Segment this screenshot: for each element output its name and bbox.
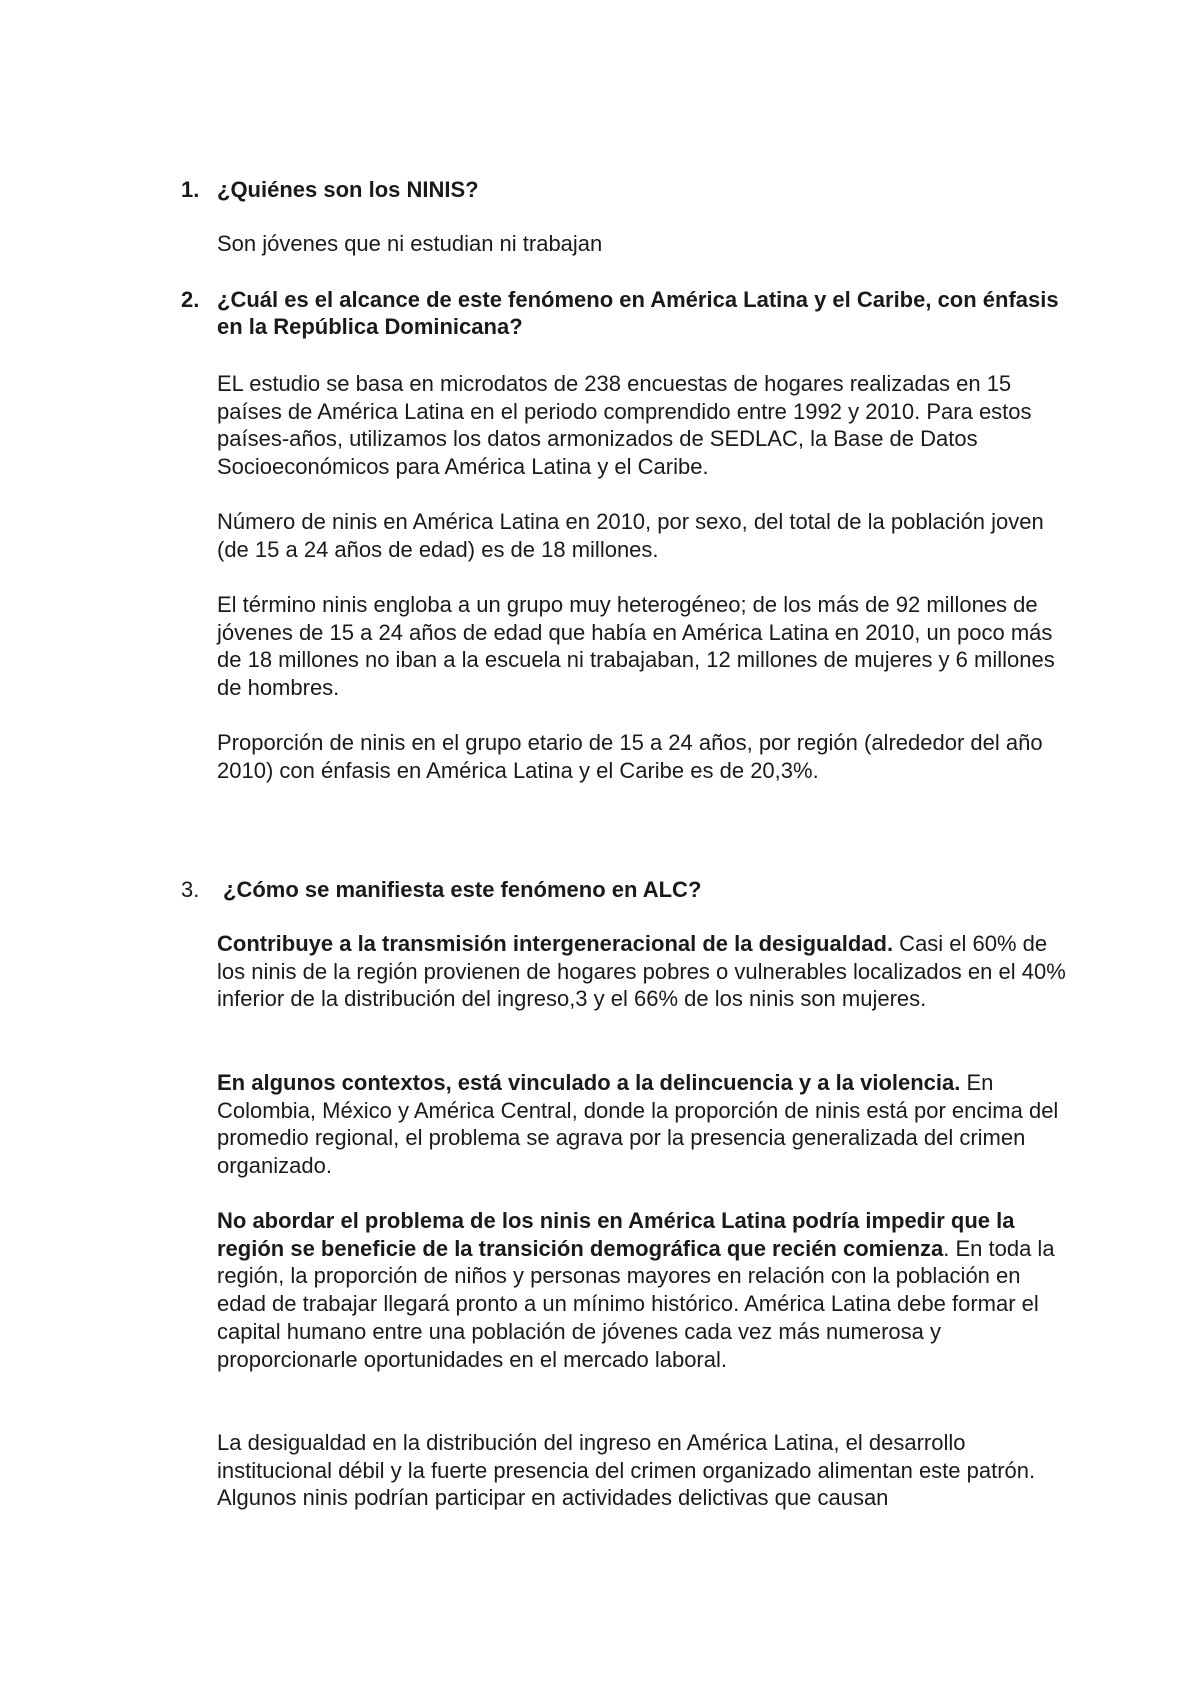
question-text: ¿Quiénes son los NINIS? (217, 177, 479, 202)
answer-paragraph (217, 508, 1069, 563)
answer-paragraph (217, 591, 1069, 702)
answer-paragraph (217, 1207, 1069, 1373)
answer-paragraph (217, 1069, 1069, 1180)
paragraph-text: El término ninis engloba a un grupo muy heterogéneo; de los más de 92 millones de jóvenes de 15 a 24 años de edad que había en América Latina en 2010, un poco más de 18 millones no iban a la escuela ni trabajaban, 12 millones de mujeres y 6 millones de hombres. (217, 592, 1055, 701)
answer-paragraph (217, 230, 1069, 258)
question-text: ¿Cuál es el alcance de este fenómeno en América Latina y el Caribe, con énfasis en la República Dominicana? (217, 287, 1059, 339)
answer-paragraph (217, 1429, 1069, 1512)
paragraph-text: Número de ninis en América Latina en 2010, por sexo, del total de la población joven (de 15 a 24 años de edad) es de 18 millones. (217, 509, 1044, 562)
paragraph-text: La desigualdad en la distribución del ingreso en América Latina, el desarrollo institucional débil y la fuerte presencia del crimen organizado alimentan este patrón. Algunos ninis podrían participar en actividades delictivas que causan (217, 1430, 1036, 1511)
paragraph-text: EL estudio se basa en microdatos de 238 encuestas de hogares realizadas en 15 países de América Latina en el periodo comprendido entre 1992 y 2010. Para estos países-años, utilizamos los datos armonizados de SEDLAC, la Base de Datos Socioeconómicos para América Latina y el Caribe. (217, 371, 1032, 480)
paragraph-bold-lead: Contribuye a la transmisión intergeneracional de la desigualdad. (217, 931, 894, 956)
paragraph-bold-lead: No abordar el problema de los ninis en América Latina podría impedir que la región se beneficie de la transición demográfica que recién comienza (217, 1208, 1015, 1261)
question-number: 2. (181, 287, 200, 312)
answer-paragraph (217, 930, 1069, 1013)
paragraph-text: Casi el 60% de los ninis de la región provienen de hogares pobres o vulnerables localizados en el 40% inferior de la distribución del ingreso,3 y el 66% de los ninis son mujeres. (217, 931, 1066, 1012)
paragraph-text: Son jóvenes que ni estudian ni trabajan (217, 231, 603, 256)
question-text: ¿Cómo se manifiesta este fenómeno en ALC? (223, 877, 702, 902)
answer-paragraph (217, 729, 1069, 784)
answer-paragraph (217, 370, 1069, 481)
paragraph-text: . En toda la región, la proporción de niños y personas mayores en relación con la población en edad de trabajar llegará pronto a un mínimo histórico. América Latina debe formar el capital humano entre una población de jóvenes cada vez más numerosa y proporcionarle oportunidades en el mercado laboral. (217, 1235, 1055, 1372)
question-number: 3. (181, 877, 200, 902)
paragraph-text: Proporción de ninis en el grupo etario de 15 a 24 años, por región (alrededor del año 2010) con énfasis en América Latina y el Caribe es de 20,3%. (217, 730, 1043, 783)
paragraph-text: En Colombia, México y América Central, donde la proporción de ninis está por encima del promedio regional, el problema se agrava por la presencia generalizada del crimen organizado. (217, 1070, 1059, 1179)
question-number: 1. (181, 177, 200, 202)
paragraph-bold-lead: En algunos contextos, está vinculado a la delincuencia y a la violencia. (217, 1070, 961, 1095)
